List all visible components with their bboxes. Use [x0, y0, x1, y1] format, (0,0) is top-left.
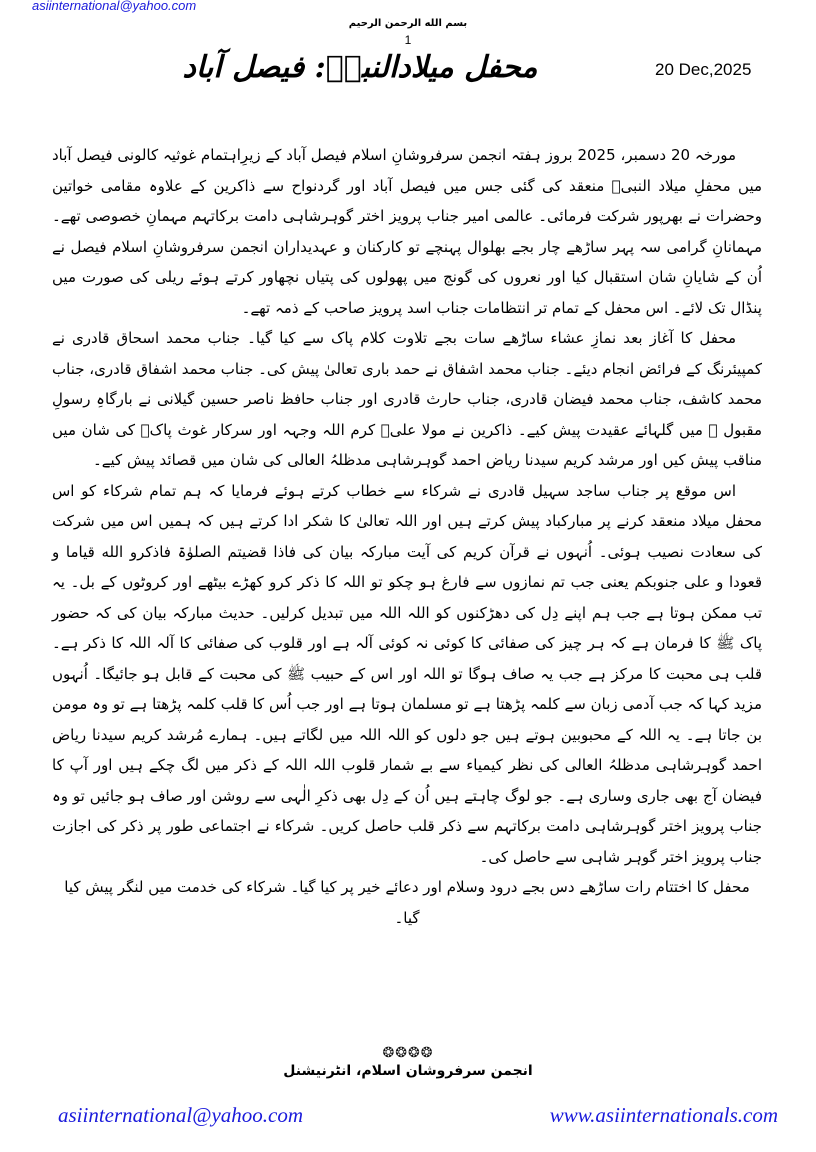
paragraph-proceedings: محفل کا آغاز بعد نمازِ عشاء ساڑھے سات بجے تلاوت کلام پاک سے کیا گیا۔ جناب محمد اسحاق قادری نے کمپیئرنگ کے فرائض انجام دیئے۔ جناب محمد اشفاق نے حمد باری تعالیٰ پیش کی۔ جناب محمد اشفاق قادری، جناب محمد کاشف، جناب محمد فیضان قادری، جناب حارث قادری اور جناب حافظ ناصر حسین گیلانی نے بارگاہِ رسولِ مقبول ﷺ میں گلہائے عقیدت پیش کیے۔ ذاکرین نے مولا علیؑ کرم اللہ وجہہ اور سرکار غوث پاکؓ کی شان میں مناقب پیش کیں اور مرشد کریم سیدنا ریاض احمد گوہرشاہی مدظلہُ العالی کی شان میں قصائد پیش کیے۔	[52, 329, 762, 469]
organization-name: انجمن سرفروشان اسلام، انٹرنیشنل	[283, 1063, 533, 1079]
paragraph-speech: اس موقع پر جناب ساجد سہیل قادری نے شرکاء سے خطاب کرتے ہوئے فرمایا کہ ہم تمام شرکاء کو اس محفل میلاد منعقد کرنے پر مبارکباد پیش کرتے ہیں اور اللہ تعالیٰ کا شکر ادا کرتے ہیں کہ ہمیں اس میں شرکت کی سعادت نصیب ہوئی۔ اُنہوں نے قرآن کریم کی آیت مبارکہ بیان کی فاذا قضیتم الصلوٰۃ فاذکرو الله قیاما و قعودا و علی جنوبکم یعنی جب تم نمازوں سے فارغ ہو چکو تو اللہ کا ذکر کرو کھڑے بیٹھے اور کروٹوں کے بل۔ یہ تب ممکن ہوتا ہے جب ہم اپنے دِل کی دھڑکنوں کو اللہ اللہ میں تبدیل کرلیں۔ حدیث مبارکہ بیان کی کہ حضور پاک ﷺ کا فرمان ہے کہ ہر چیز کی صفائی کا کوئی نہ کوئی آلہ ہے اور قلوب کی صفائی کا آلہ اللہ کا ذکر ہے۔ قلب ہی محبت کا مرکز ہے جب یہ صاف ہوگا تو اللہ اور اس کے حبیب ﷺ کی محبت کے قابل ہو جائیگا۔ اُنہوں مزید کہا کہ جب آدمی زبان سے کلمہ پڑھتا ہے تو مسلمان ہوتا ہے اور جب اُس کا قلب کلمہ پڑھتا ہے تو وہ مومن بن جاتا ہے۔ یہ اللہ کے محبوبین ہوتے ہیں جو دلوں کو اللہ اللہ میں لگاتے ہیں۔ ہمارے مُرشد کریم سیدنا ریاض احمد گوہرشاہی مدظلہُ العالی کی نظر کیمیاء سے بے شمار قلوب اللہ اللہ کے ذکر میں لگ چکے ہیں اور آپ کا فیضان آج بھی جاری وساری ہے۔ جو لوگ چاہتے ہیں اُن کے دِل بھی ذکرِ الٰہی سے روشن اور صاف ہو جائیں تو وہ جناب پرویز اختر گوہرشاہی دامت برکاتہم سے ذکر قلب حاصل کریں۔ شرکاء نے اجتماعی طور پر ذکر کی اجازت جناب پرویز اختر گوہر شاہی سے حاصل کی۔	[52, 481, 762, 866]
header-email-link[interactable]: asiinternational@yahoo.com	[32, 0, 197, 13]
paragraph-intro: مورخہ 20 دسمبر، 2025 بروز ہفتہ انجمن سرفروشانِ اسلام فیصل آباد کے زیرِاہتمام غوثیہ کالونی فیصل آباد میں محفلِ میلاد النبیؐ منعقد کی گئی جس میں فیصل آباد اور گردنواح سے ذاکرین کے علاوہ مقامی خواتین وحضرات نے بھرپور شرکت فرمائی۔ عالمی امیر جناب پرویز اختر گوہرشاہی دامت برکاتہم مہمانِ خصوصی تھے۔ مہمانانِ گرامی سہ پہر ساڑھے چار بجے بھلوال پہنچے تو کارکنان و عہدیداران انجمن سرفروشانِ اسلام فیصل نے اُن کے شایانِ شان استقبال کیا اور نعروں کی گونج میں پھولوں کی پتیاں نچھاور کرتے ہوئے ریلی کی صورت میں پنڈال تک لائے۔ اس محفل کے تمام تر انتظامات جناب اسد پرویز صاحب کے ذمہ تھے۔	[52, 146, 762, 317]
ornament-divider-icon: ❂❂❂❂	[382, 1045, 434, 1061]
report-date: 20 Dec,2025	[655, 60, 752, 79]
footer-email-link[interactable]: asiinternational@yahoo.com	[58, 1103, 304, 1127]
article-body	[52, 140, 762, 933]
footer-website-link[interactable]: www.asiinternationals.com	[549, 1103, 778, 1127]
bismillah-heading: بسم الله الرحمن الرحیم	[348, 18, 468, 29]
page-number: 1	[404, 33, 412, 47]
paragraph-closing: محفل کا اختتام رات ساڑھے دس بجے درود وسلام اور دعائے خیر پر کیا گیا۔ شرکاء کی خدمت میں لنگر پیش کیا گیا۔	[64, 878, 750, 927]
page-title: محفل میلادالنبیؐ: فیصل آباد	[182, 50, 538, 85]
